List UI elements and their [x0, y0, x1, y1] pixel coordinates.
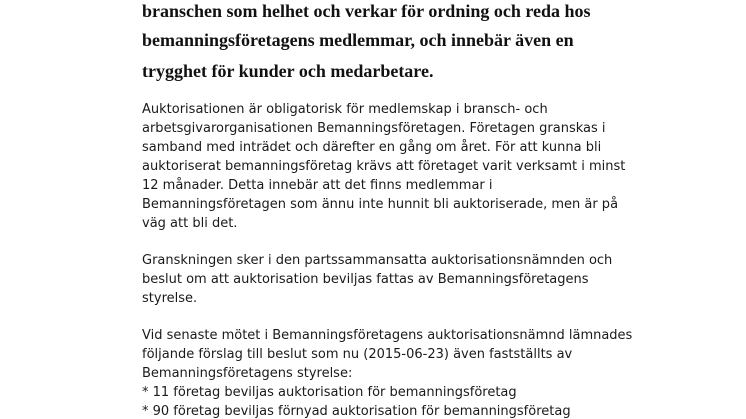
- text-line: Vid senaste mötet i Bemanningsföretagens auktorisationsnämnd lämnades: [142, 328, 633, 343]
- text-line: styrelse.: [142, 291, 198, 306]
- text-line: Bemanningsföretagens styrelse:: [142, 366, 353, 381]
- text-line: samband med inträdet och därefter en gång om året. För att kunna bli: [142, 140, 602, 155]
- lead-line: bemanningsföretagens medlemmar, och innebär även en: [142, 30, 574, 50]
- list-item: * 11 företag beviljas auktorisation för bemanningsföretag: [142, 385, 517, 400]
- text-line: väg att bli det.: [142, 216, 238, 231]
- list-item: * 90 företag beviljas förnyad auktorisation för bemanningsföretag: [142, 404, 571, 419]
- text-line: Granskningen sker i den partssammansatta auktorisationsnämnden och: [142, 253, 613, 268]
- text-line: arbetsgivarorganisationen Bemanningsföretagen. Företagen granskas i: [142, 121, 606, 136]
- lead-line: branschen som helhet och verkar för ordning och reda hos: [142, 1, 591, 21]
- text-line: beslut om att auktorisation beviljas fattas av Bemanningsföretagens: [142, 272, 589, 287]
- text-line: 12 månader. Detta innebär att det finns medlemmar i: [142, 178, 493, 193]
- text-line: följande förslag till beslut som nu (2015-06-23) även fastställts av: [142, 347, 573, 362]
- lead-paragraph: [142, 0, 662, 90]
- text-line: Bemanningsföretagen som ännu inte hunnit bli auktoriserade, men är på: [142, 197, 619, 212]
- paragraph-granskning: [142, 251, 622, 308]
- text-line: auktoriserat bemanningsföretag krävs att företaget varit verksamt i minst: [142, 159, 626, 174]
- text-line: Auktorisationen är obligatorisk för medlemskap i bransch- och: [142, 102, 548, 117]
- paragraph-auktorisation: [142, 100, 626, 233]
- lead-line: trygghet för kunder och medarbetare.: [142, 61, 434, 81]
- paragraph-beslut: [142, 326, 633, 419]
